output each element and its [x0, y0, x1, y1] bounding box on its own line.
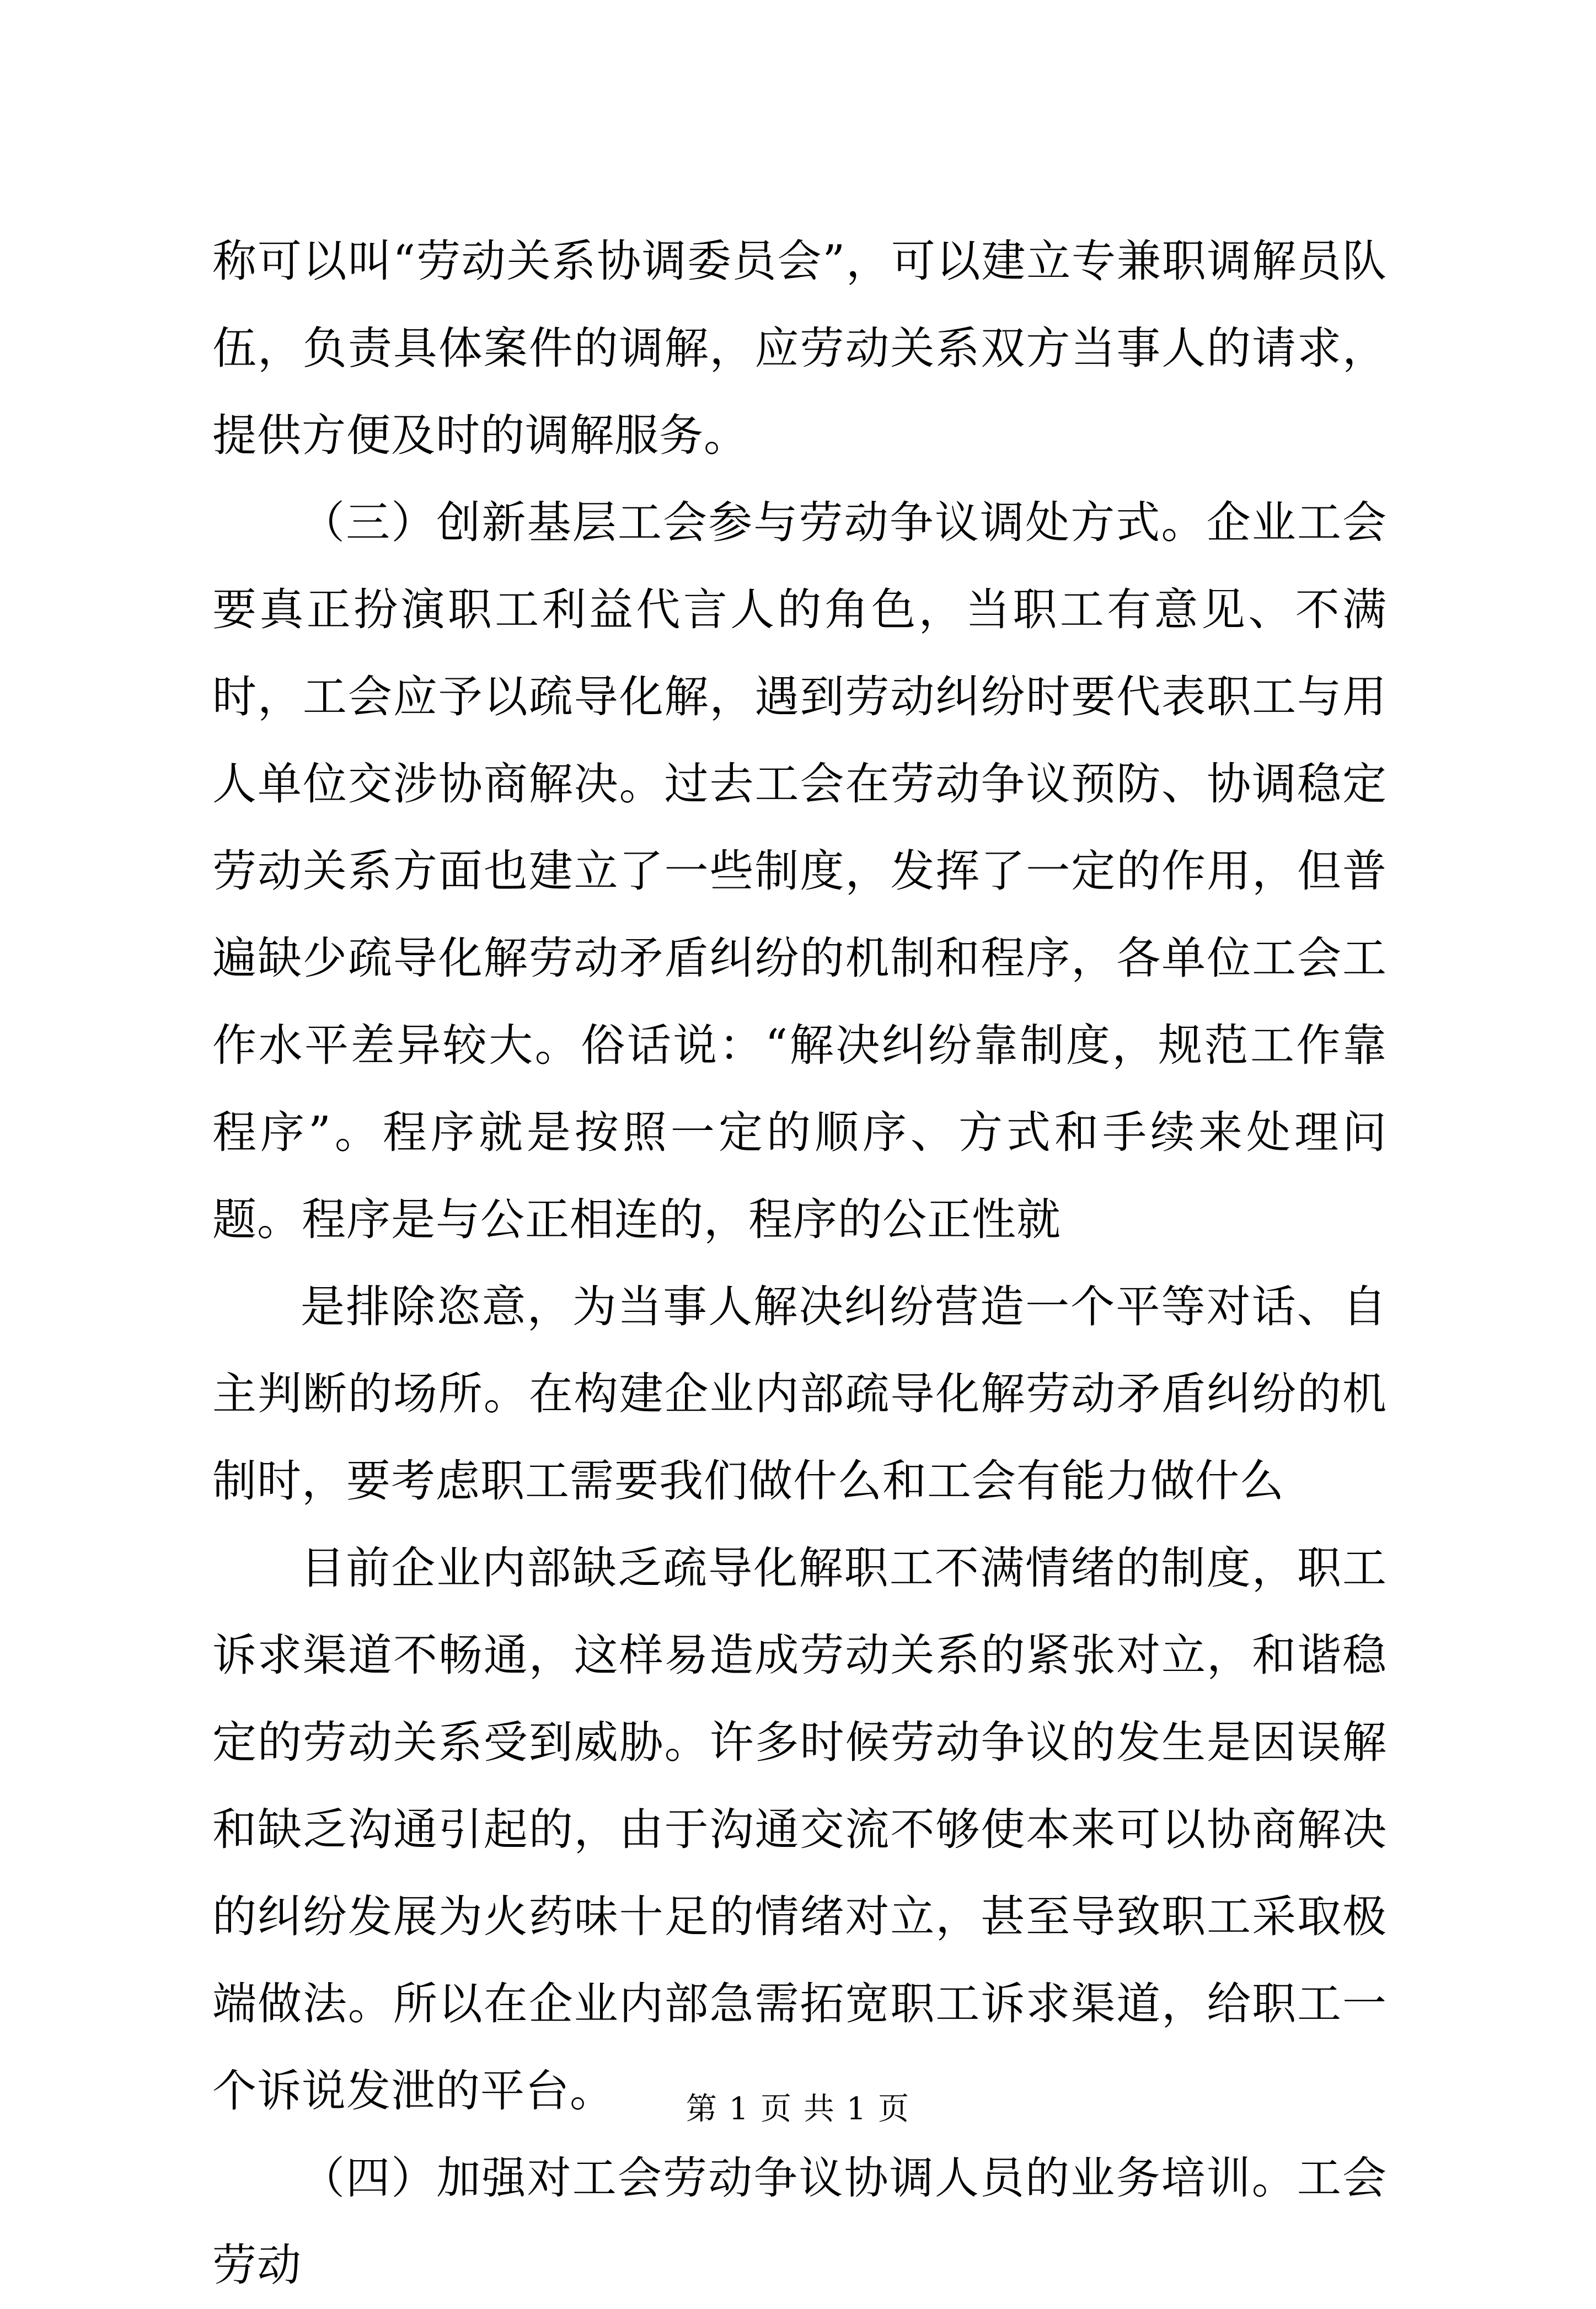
page-footer: 第 1 页 共 1 页	[685, 2091, 911, 2127]
paragraph-enterprise-channels: 目前企业内部缺乏疏导化解职工不满情绪的制度，职工诉求渠道不畅通，这样易造成劳动关系的紧张对立，和谐稳定的劳动关系受到威胁。许多时候劳动争议的发生是因误解和缺乏沟通引起的，由于沟通交流不够使本来可以协商解决的纠纷发展为火药味十足的情绪对立，甚至导致职工采取极端做法。所以在企业内部急需拓宽职工诉求渠道，给职工一个诉说发泄的平台。	[212, 1542, 1387, 2117]
paragraph-procedure: 是排除恣意，为当事人解决纠纷营造一个平等对话、自主判断的场所。在构建企业内部疏导化解劳动矛盾纠纷的机制时，要考虑职工需要我们做什么和工会有能力做什么	[212, 1281, 1387, 1507]
paragraph-section-three: （三）创新基层工会参与劳动争议调处方式。企业工会要真正扮演职工利益代言人的角色，当职工有意见、不满时，工会应予以疏导化解，遇到劳动纠纷时要代表职工与用人单位交涉协商解决。过去工会在劳动争议预防、协调稳定劳动关系方面也建立了一些制度，发挥了一定的作用，但普遍缺少疏导化解劳动矛盾纠纷的机制和程序，各单位工会工作水平差异较大。俗话说：“解决纠纷靠制度，规范工作靠程序”。程序就是按照一定的顺序、方式和手续来处理问题。程序是与公正相连的，程序的公正性就	[212, 497, 1387, 1245]
paragraph-continuation: 称可以叫“劳动关系协调委员会”，可以建立专兼职调解员队伍，负责具体案件的调解，应劳动关系双方当事人的请求，提供方便及时的调解服务。	[212, 235, 1387, 461]
paragraph-section-four: （四）加强对工会劳动争议协调人员的业务培训。工会劳动	[212, 2152, 1387, 2291]
document-body	[212, 218, 1387, 2309]
